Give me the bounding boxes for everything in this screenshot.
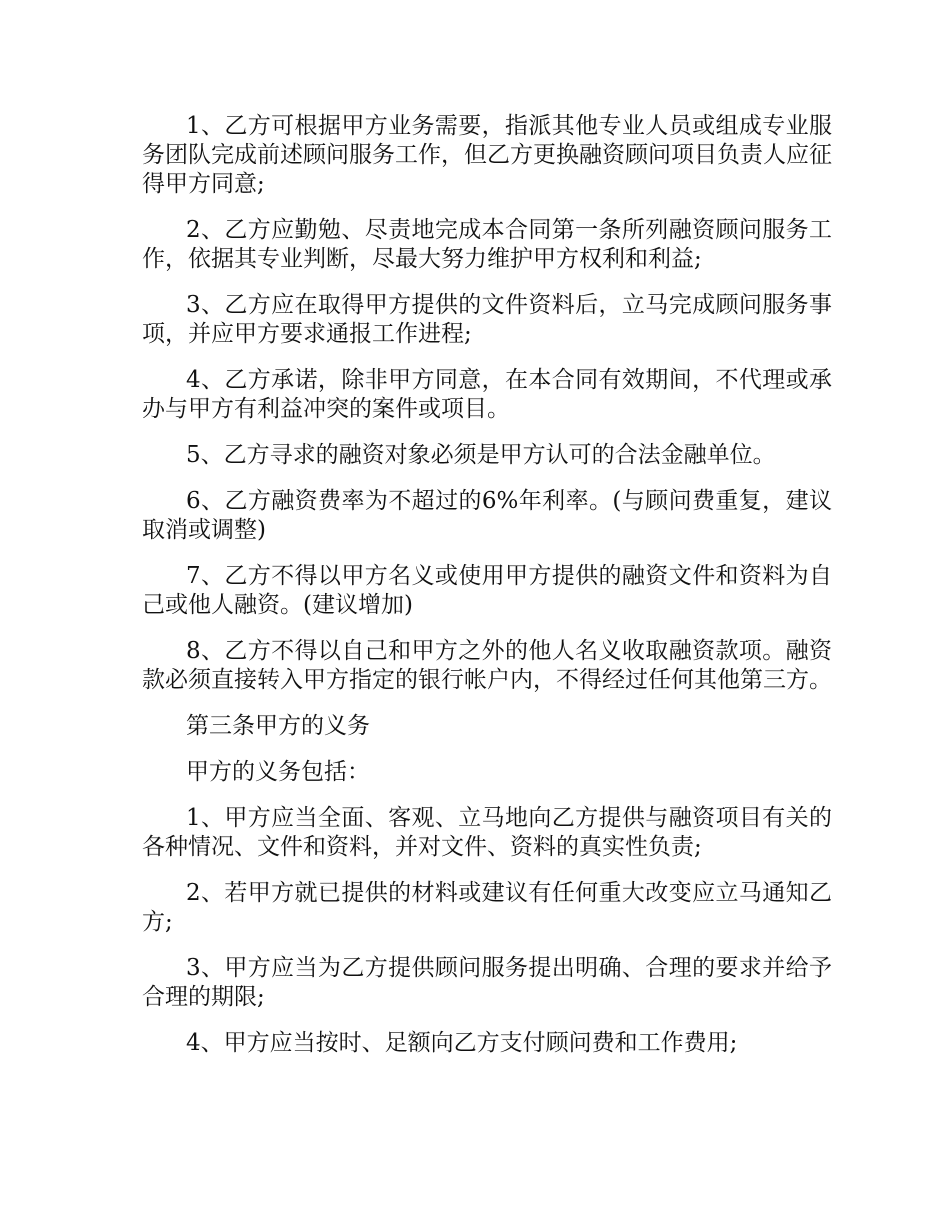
obligation-4: 4、甲方应当按时、足额向乙方支付顾问费和工作费用;	[186, 1030, 738, 1056]
paragraph-4: 4、乙方承诺，除非甲方同意，在本合同有效期间，不代理或承办与甲方有利益冲突的案件或项目。	[142, 367, 832, 422]
obligation-1: 1、甲方应当全面、客观、立马地向乙方提供与融资项目有关的各种情况、文件和资料，并对文件、资料的真实性负责;	[142, 805, 832, 860]
paragraph-6: 6、乙方融资费率为不超过的6%年利率。(与顾问费重复，建议取消或调整)	[142, 488, 832, 543]
paragraph-3: 3、乙方应在取得甲方提供的文件资料后，立马完成顾问服务事项，并应甲方要求通报工作进程;	[142, 292, 832, 347]
section-intro: 甲方的义务包括：	[186, 759, 370, 785]
document-page	[142, 112, 832, 1075]
paragraph-5: 5、乙方寻求的融资对象必须是甲方认可的合法金融单位。	[186, 442, 776, 468]
obligation-2: 2、若甲方就已提供的材料或建议有任何重大改变应立马通知乙方;	[142, 880, 832, 935]
paragraph-1: 1、乙方可根据甲方业务需要，指派其他专业人员或组成专业服务团队完成前述顾问服务工作，但乙方更换融资顾问项目负责人应征得甲方同意;	[142, 113, 832, 197]
paragraph-7: 7、乙方不得以甲方名义或使用甲方提供的融资文件和资料为自己或他人融资。(建议增加)	[142, 563, 832, 618]
paragraph-2: 2、乙方应勤勉、尽责地完成本合同第一条所列融资顾问服务工作，依据其专业判断，尽最大努力维护甲方权利和利益;	[142, 217, 832, 272]
paragraph-8: 8、乙方不得以自己和甲方之外的他人名义收取融资款项。融资款必须直接转入甲方指定的银行帐户内，不得经过任何其他第三方。	[142, 638, 832, 693]
section-heading-article-3: 第三条甲方的义务	[186, 713, 370, 739]
obligation-3: 3、甲方应当为乙方提供顾问服务提出明确、合理的要求并给予合理的期限;	[142, 955, 832, 1010]
